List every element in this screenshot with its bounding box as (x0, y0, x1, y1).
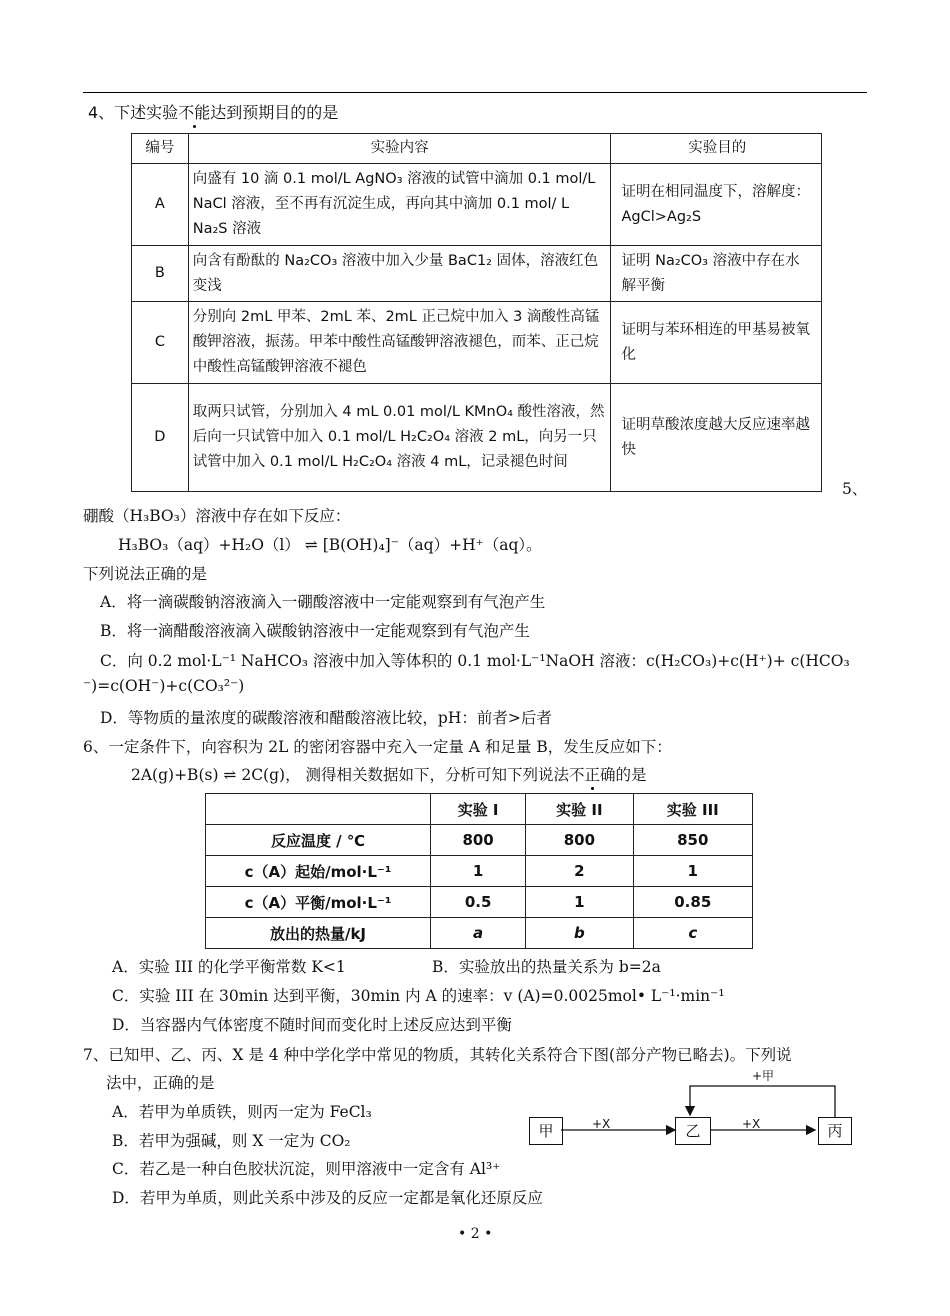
row-purpose: 证明 Na₂CO₃ 溶液中存在水解平衡 (611, 246, 822, 302)
table-cell: 1 (431, 856, 526, 887)
q4-header-id: 编号 (132, 134, 189, 164)
label-plus-jia: +甲 (752, 1069, 775, 1083)
q5-prompt: 下列说法正确的是 (83, 565, 208, 583)
row-content: 取两只试管，分别加入 4 mL 0.01 mol/L KMnO₄ 酸性溶液，然后向一只试管中加入 0.1 mol/L H₂C₂O₄ 溶液 2 mL，向另一只试管中加入 0.1 mol/L H₂C₂O₄ 溶液 4 mL，记录褪色时间 (188, 384, 611, 492)
q4-header-purpose: 实验目的 (611, 134, 822, 164)
row-purpose: 证明在相同温度下，溶解度：AgCl>Ag₂S (611, 164, 822, 246)
table-row (206, 825, 753, 856)
q5-option-d: D．等物质的量浓度的碳酸溶液和醋酸溶液比较，pH：前者>后者 (100, 709, 552, 727)
q6-option-a: A．实验 III 的化学平衡常数 K<1 (112, 958, 346, 976)
table-cell: 实验 III (633, 794, 752, 825)
row-content: 向盛有 10 滴 0.1 mol/L AgNO₃ 溶液的试管中滴加 0.1 mol/L NaCl 溶液，至不再有沉淀生成，再向其中滴加 0.1 mol/ L Na₂S 溶液 (188, 164, 611, 246)
q5-number: 5、 (842, 480, 868, 498)
row-id: B (132, 246, 189, 302)
row-content: 分别向 2mL 甲苯、2mL 苯、2mL 正己烷中加入 3 滴酸性高锰酸钾溶液，振荡。甲苯中酸性高锰酸钾溶液褪色，而苯、正己烷中酸性高锰酸钾溶液不褪色 (188, 302, 611, 384)
table-cell: 850 (633, 825, 752, 856)
q4-experiment-table (131, 133, 822, 492)
q7-option-b: B．若甲为强碱，则 X 一定为 CO₂ (112, 1132, 351, 1150)
q6-data-table (205, 793, 753, 949)
q5-option-b: B．将一滴醋酸溶液滴入碳酸钠溶液中一定能观察到有气泡产生 (100, 622, 530, 640)
table-cell: 实验 I (431, 794, 526, 825)
q5-option-a: A．将一滴碳酸钠溶液滴入一硼酸溶液中一定能观察到有气泡产生 (100, 593, 546, 611)
q6-line2-pre: 2A(g)+B(s) ⇌ 2C(g)， 测得相关数据如下，分析可知下列说法 (131, 766, 570, 784)
table-row (206, 918, 753, 949)
table-row (206, 794, 753, 825)
table-cell: c（A）平衡/mol·L⁻¹ (206, 887, 431, 918)
row-purpose: 证明草酸浓度越大反应速率越快 (611, 384, 822, 492)
label-plus-x-2: +X (742, 1117, 761, 1131)
q5-option-c: C．向 0.2 mol·L⁻¹ NaHCO₃ 溶液中加入等体积的 0.1 mol·L⁻¹NaOH 溶液：c(H₂CO₃)+c(H⁺)+ c(HCO₃ (100, 652, 850, 670)
table-row (132, 302, 822, 384)
box-bing: 丙 (818, 1117, 852, 1145)
table-cell: 2 (526, 856, 633, 887)
table-cell: 1 (526, 887, 633, 918)
q7-option-a: A．若甲为单质铁，则丙一定为 FeCl₃ (112, 1103, 372, 1121)
q5-equation: H₃BO₃（aq）+H₂O（l） ⇌ [B(OH)₄]⁻（aq）+H⁺（aq）。 (118, 536, 542, 554)
table-cell (206, 794, 431, 825)
row-purpose: 证明与苯环相连的甲基易被氧化 (611, 302, 822, 384)
q7-line2: 法中，正确的是 (106, 1074, 215, 1092)
table-cell: 800 (526, 825, 633, 856)
table-cell: b (526, 918, 633, 949)
row-id: C (132, 302, 189, 384)
table-cell: 放出的热量/kJ (206, 918, 431, 949)
table-cell: a (431, 918, 526, 949)
table-cell: 实验 II (526, 794, 633, 825)
q4-header-content: 实验内容 (188, 134, 611, 164)
q5-intro: 硼酸（H₃BO₃）溶液中存在如下反应： (83, 507, 351, 525)
q6-line2 (131, 763, 647, 785)
table-cell: c (633, 918, 752, 949)
table-cell: 反应温度 / ℃ (206, 825, 431, 856)
table-cell: 0.85 (633, 887, 752, 918)
table-cell: 800 (431, 825, 526, 856)
q4-title-pre: 4、下述实验 (88, 103, 179, 122)
page-number: • 2 • (458, 1226, 493, 1242)
q4-title-emphasis: 不能 (178, 103, 211, 122)
arrow-bing-to-yi (690, 1086, 835, 1117)
table-cell: c（A）起始/mol·L⁻¹ (206, 856, 431, 887)
top-rule (83, 92, 867, 93)
row-id: D (132, 384, 189, 492)
q6-option-c: C．实验 III 在 30min 达到平衡，30min 内 A 的速率：v (A)=0.0025mol• L⁻¹·min⁻¹ (112, 987, 725, 1005)
box-jia: 甲 (529, 1117, 563, 1145)
table-row (206, 856, 753, 887)
row-id: A (132, 164, 189, 246)
q4-title (88, 100, 338, 123)
box-yi: 乙 (675, 1117, 711, 1145)
label-plus-x-1: +X (592, 1117, 611, 1131)
q7-option-c: C．若乙是一种白色胶状沉淀，则甲溶液中一定含有 Al³⁺ (112, 1160, 501, 1178)
q6-line1: 6、一定条件下，向容积为 2L 的密闭容器中充入一定量 A 和足量 B，发生反应如下： (83, 738, 672, 756)
table-row (132, 164, 822, 246)
q6-option-d: D．当容器内气体密度不随时间而变化时上述反应达到平衡 (112, 1016, 512, 1034)
q7-line1: 7、已知甲、乙、丙、X 是 4 种中学化学中常见的物质，其转化关系符合下图(部分产物已略去)。下列说 (83, 1046, 792, 1064)
row-content: 向含有酚酞的 Na₂CO₃ 溶液中加入少量 BaC1₂ 固体，溶液红色变浅 (188, 246, 611, 302)
q7-option-d: D．若甲为单质，则此关系中涉及的反应一定都是氧化还原反应 (112, 1189, 543, 1207)
table-row (132, 384, 822, 492)
q4-title-post: 达到预期目的的是 (210, 103, 339, 122)
q6-option-b: B．实验放出的热量关系为 b=2a (432, 958, 661, 976)
q5-option-c-cont: ⁻)=c(OH⁻)+c(CO₃²⁻) (83, 677, 245, 695)
table-cell: 1 (633, 856, 752, 887)
q6-line2-post: 的是 (615, 766, 647, 784)
table-row (206, 887, 753, 918)
q6-line2-emphasis: 不正确 (569, 766, 616, 784)
table-row (132, 246, 822, 302)
table-cell: 0.5 (431, 887, 526, 918)
